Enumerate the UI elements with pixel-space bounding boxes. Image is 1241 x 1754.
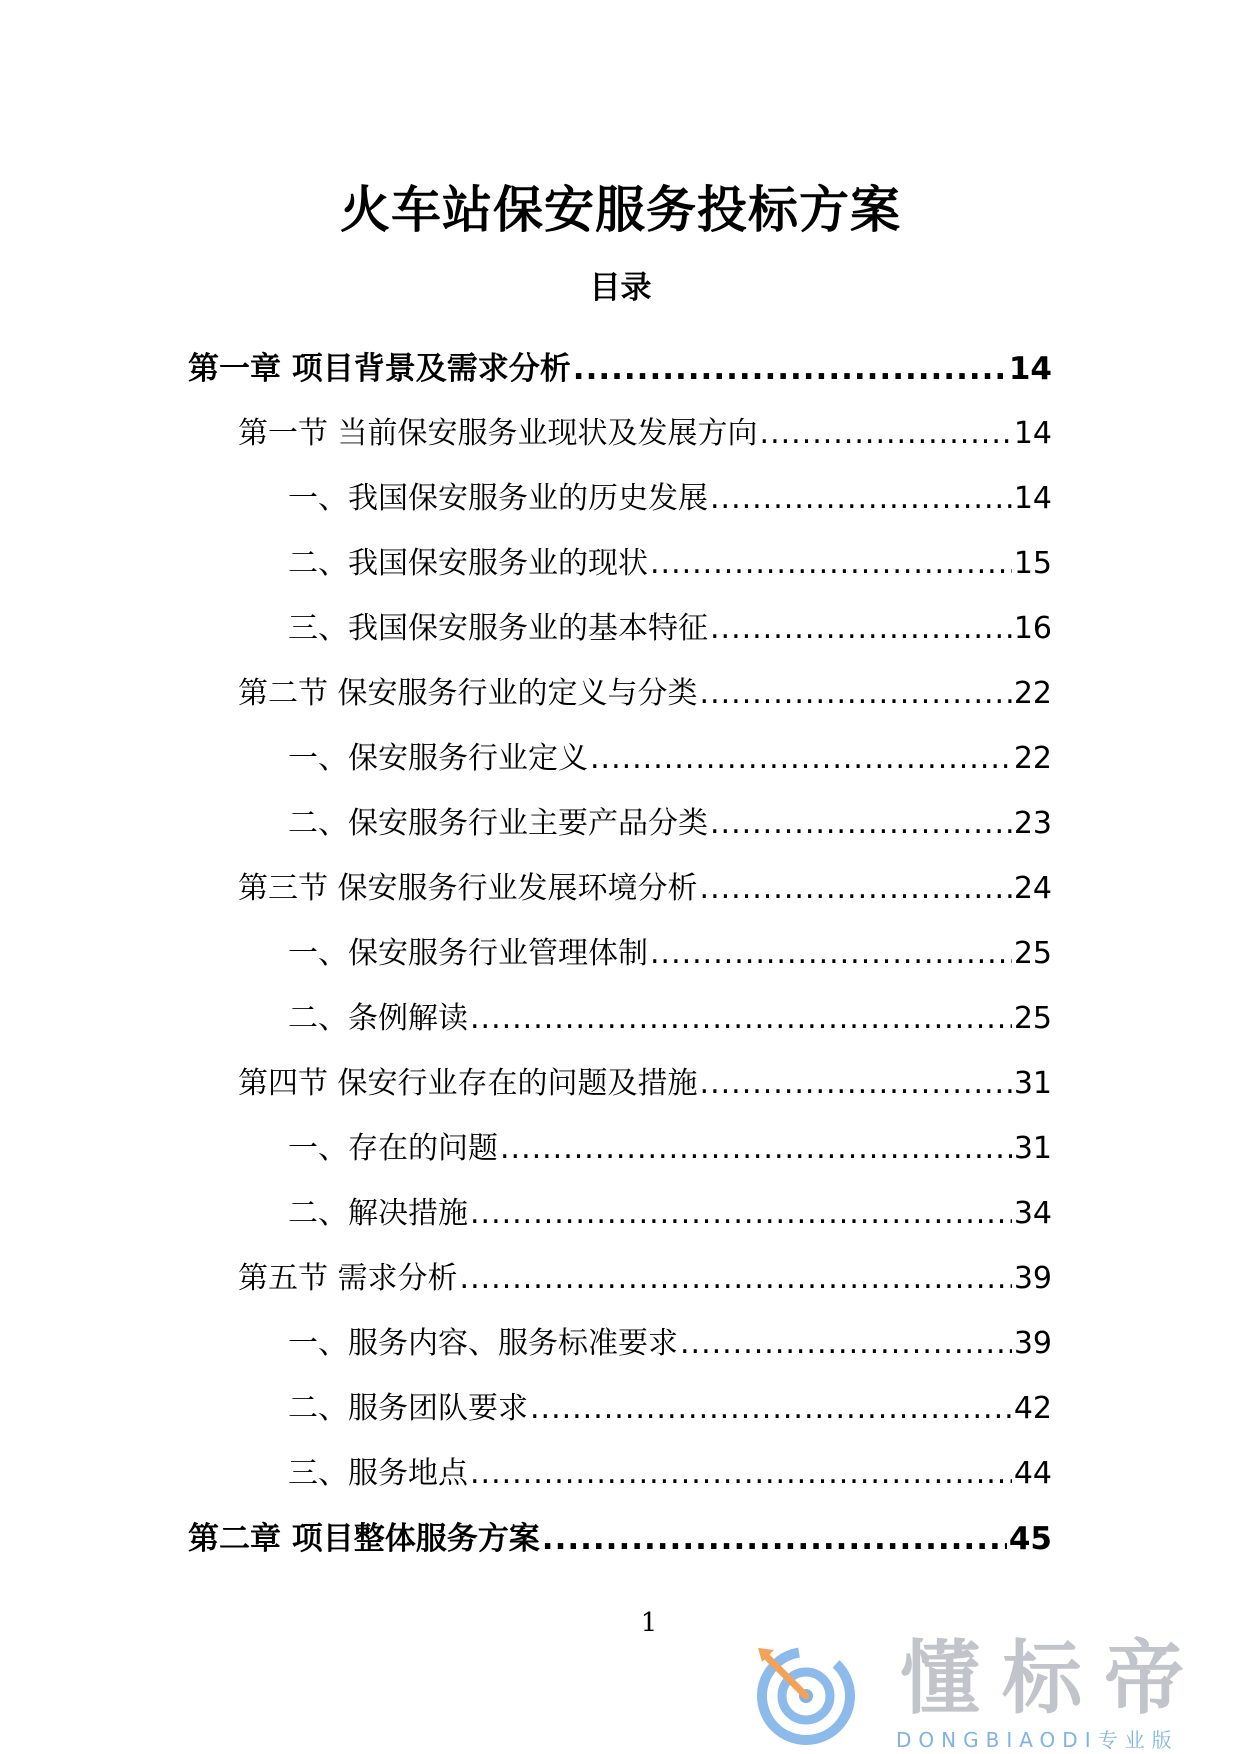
toc-dot-leader	[700, 867, 1012, 911]
toc-entry-page: 25	[1013, 936, 1052, 971]
watermark-brand: 懂标帝	[900, 1632, 1206, 1725]
toc-dot-leader	[710, 802, 1012, 846]
toc-entry-label: 二、解决措施	[288, 1196, 468, 1231]
toc-dot-leader	[710, 477, 1012, 521]
toc-entry-label: 二、服务团队要求	[288, 1391, 528, 1426]
toc-entry-page: 39	[1013, 1326, 1052, 1361]
toc-dot-leader	[700, 672, 1012, 716]
toc-dot-leader	[500, 1127, 1012, 1171]
document-title: 火车站保安服务投标方案	[340, 181, 901, 239]
toc-entry-label: 二、保安服务行业主要产品分类	[288, 806, 708, 841]
toc-dot-leader	[530, 1387, 1012, 1431]
toc-dot-leader	[460, 1257, 1012, 1301]
toc-entry-page: 45	[1008, 1521, 1052, 1557]
toc-dot-leader	[590, 737, 1012, 781]
toc-entry[interactable]	[188, 976, 1052, 1041]
toc-entry-page: 16	[1013, 611, 1052, 646]
watermark	[744, 1632, 1214, 1754]
toc-entry-label: 三、服务地点	[288, 1456, 468, 1491]
toc-dot-leader	[680, 1322, 1012, 1366]
toc-dot-leader	[573, 347, 1007, 391]
toc-entry-page: 42	[1013, 1391, 1052, 1426]
toc-dot-leader	[710, 607, 1012, 651]
toc-entry-page: 31	[1013, 1131, 1052, 1166]
target-arrow-icon	[744, 1632, 868, 1754]
toc-entry-page: 25	[1013, 1001, 1052, 1036]
toc-entry-page: 22	[1013, 741, 1052, 776]
toc-entry-label: 第五节 需求分析	[238, 1261, 458, 1296]
toc-entry-page: 24	[1013, 871, 1052, 906]
toc-entry-page: 44	[1013, 1456, 1052, 1491]
toc-entry[interactable]	[188, 911, 1052, 976]
toc-entry-page: 14	[1013, 481, 1052, 516]
toc-entry[interactable]	[188, 326, 1052, 391]
toc-entry[interactable]	[188, 716, 1052, 781]
toc-entry-page: 23	[1013, 806, 1052, 841]
toc-dot-leader	[760, 412, 1012, 456]
page-number: 1	[640, 1608, 658, 1638]
toc-entry-page: 22	[1013, 676, 1052, 711]
toc-entry-page: 14	[1013, 416, 1052, 451]
toc-entry-label: 第二节 保安服务行业的定义与分类	[238, 676, 698, 711]
toc-dot-leader	[470, 1452, 1012, 1496]
toc-entry-page: 15	[1013, 546, 1052, 581]
toc-entry-label: 第三节 保安服务行业发展环境分析	[238, 871, 698, 906]
toc-entry[interactable]	[188, 1431, 1052, 1496]
toc-entry[interactable]	[188, 1171, 1052, 1236]
toc-entry-page: 34	[1013, 1196, 1052, 1231]
toc-entry-label: 第四节 保安行业存在的问题及措施	[238, 1066, 698, 1101]
toc-entry[interactable]	[188, 391, 1052, 456]
toc-dot-leader	[650, 542, 1012, 586]
toc-heading: 目录	[589, 270, 652, 306]
toc-entry-page: 31	[1013, 1066, 1052, 1101]
toc-entry-page: 14	[1008, 351, 1052, 387]
toc-entry[interactable]	[188, 846, 1052, 911]
toc-entry[interactable]	[188, 521, 1052, 586]
toc-entry[interactable]	[188, 586, 1052, 651]
toc-entry-label: 一、保安服务行业定义	[288, 741, 588, 776]
toc-entry-label: 三、我国保安服务业的基本特征	[288, 611, 708, 646]
watermark-subtitle: DONGBIAODI专业版	[896, 1728, 1179, 1752]
toc-dot-leader	[700, 1062, 1012, 1106]
toc-entry-label: 一、保安服务行业管理体制	[288, 936, 648, 971]
toc-entry-label: 二、我国保安服务业的现状	[288, 546, 648, 581]
toc-dot-leader	[470, 997, 1012, 1041]
toc-entry[interactable]	[188, 456, 1052, 521]
toc-entry-label: 第二章 项目整体服务方案	[188, 1521, 540, 1557]
toc-entry-label: 一、我国保安服务业的历史发展	[288, 481, 708, 516]
toc-entry[interactable]	[188, 1366, 1052, 1431]
toc-entry[interactable]	[188, 781, 1052, 846]
toc-dot-leader	[650, 932, 1012, 976]
toc-dot-leader	[470, 1192, 1012, 1236]
toc-entry-label: 第一节 当前保安服务业现状及发展方向	[238, 416, 758, 451]
toc-entry[interactable]	[188, 651, 1052, 716]
toc-entry[interactable]	[188, 1301, 1052, 1366]
toc-entry-label: 二、条例解读	[288, 1001, 468, 1036]
toc-entry[interactable]	[188, 1041, 1052, 1106]
toc-entry[interactable]	[188, 1106, 1052, 1171]
toc-entry[interactable]	[188, 1496, 1052, 1561]
toc-entry-label: 一、服务内容、服务标准要求	[288, 1326, 678, 1361]
table-of-contents	[188, 326, 1052, 1561]
toc-entry-label: 一、存在的问题	[288, 1131, 498, 1166]
toc-entry-label: 第一章 项目背景及需求分析	[188, 351, 571, 387]
toc-entry[interactable]	[188, 1236, 1052, 1301]
toc-dot-leader	[542, 1517, 1007, 1561]
toc-entry-page: 39	[1013, 1261, 1052, 1296]
